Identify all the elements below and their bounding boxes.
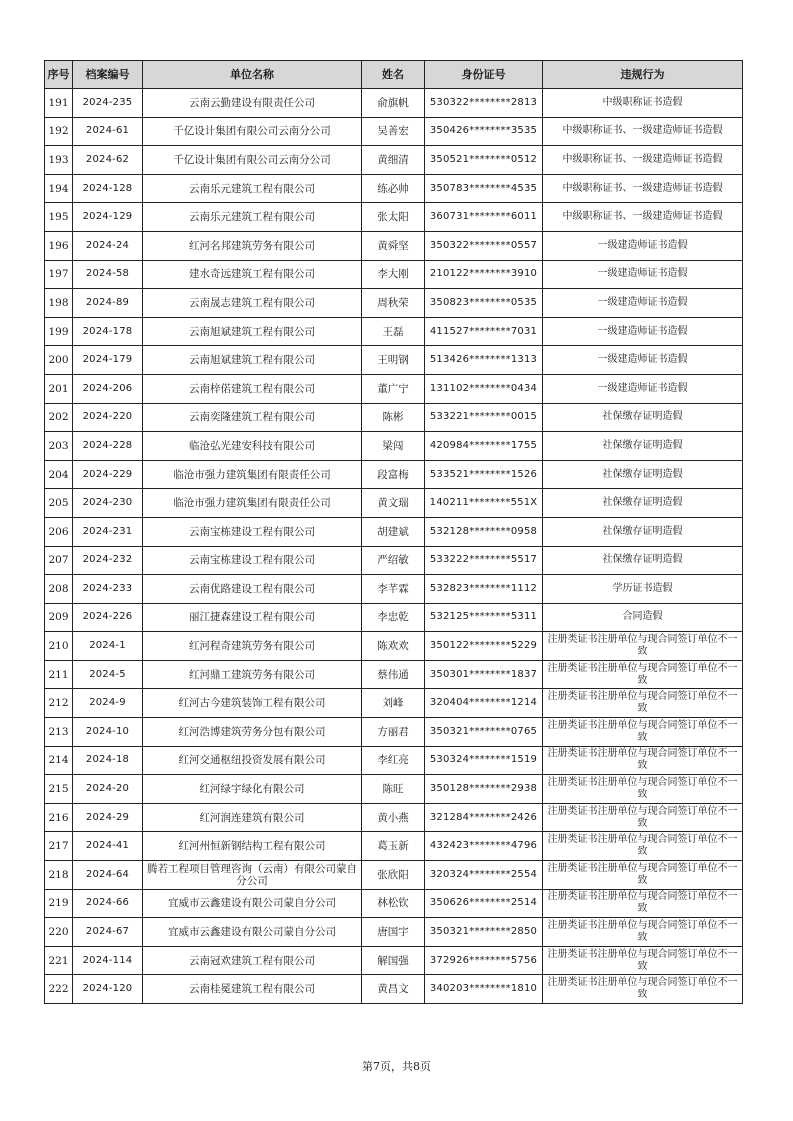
cell-company: 云南乐元建筑工程有限公司 [143, 203, 362, 232]
cell-person-name: 林松钦 [362, 889, 425, 918]
cell-archive-no: 2024-233 [73, 575, 143, 604]
cell-id-number: 513426********1313 [425, 346, 543, 375]
cell-archive-no: 2024-230 [73, 489, 143, 518]
cell-id-number: 350823********0535 [425, 289, 543, 318]
cell-company: 建水奇远建筑工程有限公司 [143, 260, 362, 289]
cell-archive-no: 2024-41 [73, 832, 143, 861]
cell-id-number: 530322********2813 [425, 89, 543, 118]
cell-seq: 208 [45, 575, 73, 604]
cell-archive-no: 2024-231 [73, 517, 143, 546]
cell-company: 临沧市强力建筑集团有限责任公司 [143, 489, 362, 518]
cell-id-number: 320404********1214 [425, 689, 543, 718]
cell-id-number: 350321********2850 [425, 918, 543, 947]
cell-person-name: 黄舜坚 [362, 231, 425, 260]
cell-company: 红河州恒新钢结构工程有限公司 [143, 832, 362, 861]
cell-company: 云南冠欢建筑工程有限公司 [143, 946, 362, 975]
cell-violation: 合同造假 [543, 603, 743, 632]
cell-seq: 205 [45, 489, 73, 518]
cell-violation: 注册类证书注册单位与现合同签订单位不一致 [543, 660, 743, 689]
cell-seq: 204 [45, 460, 73, 489]
table-row [45, 317, 743, 346]
cell-company: 临沧市强力建筑集团有限责任公司 [143, 460, 362, 489]
cell-person-name: 段富梅 [362, 460, 425, 489]
header-seq: 序号 [45, 61, 73, 89]
cell-company: 宜威市云鑫建设有限公司蒙自分公司 [143, 918, 362, 947]
cell-id-number: 210122********3910 [425, 260, 543, 289]
cell-violation: 注册类证书注册单位与现合同签订单位不一致 [543, 832, 743, 861]
cell-person-name: 梁闯 [362, 432, 425, 461]
table-header [45, 61, 743, 89]
cell-violation: 社保缴存证明造假 [543, 517, 743, 546]
cell-person-name: 张太阳 [362, 203, 425, 232]
cell-id-number: 321284********2426 [425, 803, 543, 832]
cell-id-number: 432423********4796 [425, 832, 543, 861]
cell-violation: 注册类证书注册单位与现合同签订单位不一致 [543, 746, 743, 775]
cell-company: 红河浩博建筑劳务分包有限公司 [143, 718, 362, 747]
cell-seq: 201 [45, 374, 73, 403]
table-row [45, 889, 743, 918]
table-row [45, 346, 743, 375]
cell-company: 临沧弘光建安科技有限公司 [143, 432, 362, 461]
cell-violation: 一级建造师证书造假 [543, 260, 743, 289]
cell-company: 千亿设计集团有限公司云南分公司 [143, 146, 362, 175]
table-row [45, 575, 743, 604]
cell-seq: 192 [45, 117, 73, 146]
table-row [45, 946, 743, 975]
cell-person-name: 方丽君 [362, 718, 425, 747]
cell-id-number: 340203********1810 [425, 975, 543, 1004]
cell-person-name: 李忠乾 [362, 603, 425, 632]
cell-violation: 一级建造师证书造假 [543, 317, 743, 346]
cell-archive-no: 2024-20 [73, 775, 143, 804]
cell-archive-no: 2024-18 [73, 746, 143, 775]
cell-person-name: 黄细清 [362, 146, 425, 175]
cell-person-name: 周秋荣 [362, 289, 425, 318]
cell-violation: 社保缴存证明造假 [543, 460, 743, 489]
cell-violation: 注册类证书注册单位与现合同签订单位不一致 [543, 918, 743, 947]
table-row [45, 746, 743, 775]
cell-company: 云南奕隆建筑工程有限公司 [143, 403, 362, 432]
cell-violation: 一级建造师证书造假 [543, 231, 743, 260]
cell-violation: 注册类证书注册单位与现合同签订单位不一致 [543, 861, 743, 890]
cell-id-number: 420984********1755 [425, 432, 543, 461]
cell-id-number: 533521********1526 [425, 460, 543, 489]
cell-seq: 199 [45, 317, 73, 346]
cell-seq: 213 [45, 718, 73, 747]
cell-person-name: 严绍敏 [362, 546, 425, 575]
cell-seq: 209 [45, 603, 73, 632]
cell-archive-no: 2024-67 [73, 918, 143, 947]
cell-archive-no: 2024-120 [73, 975, 143, 1004]
cell-id-number: 350322********0557 [425, 231, 543, 260]
cell-id-number: 350122********5229 [425, 632, 543, 661]
cell-seq: 195 [45, 203, 73, 232]
table-body [45, 89, 743, 1004]
cell-archive-no: 2024-229 [73, 460, 143, 489]
cell-archive-no: 2024-178 [73, 317, 143, 346]
cell-seq: 212 [45, 689, 73, 718]
cell-violation: 中级职称证书、一级建造师证书造假 [543, 203, 743, 232]
cell-archive-no: 2024-10 [73, 718, 143, 747]
cell-person-name: 黄文瑞 [362, 489, 425, 518]
cell-archive-no: 2024-228 [73, 432, 143, 461]
cell-person-name: 李红亮 [362, 746, 425, 775]
cell-violation: 一级建造师证书造假 [543, 289, 743, 318]
cell-violation: 注册类证书注册单位与现合同签订单位不一致 [543, 803, 743, 832]
cell-person-name: 俞旗帆 [362, 89, 425, 118]
cell-id-number: 131102********0434 [425, 374, 543, 403]
cell-id-number: 350321********0765 [425, 718, 543, 747]
cell-violation: 社保缴存证明造假 [543, 403, 743, 432]
violation-table [44, 60, 743, 1004]
cell-archive-no: 2024-220 [73, 403, 143, 432]
cell-company: 云南晟志建筑工程有限公司 [143, 289, 362, 318]
cell-seq: 207 [45, 546, 73, 575]
cell-person-name: 陈旺 [362, 775, 425, 804]
table-row [45, 546, 743, 575]
cell-id-number: 533222********5517 [425, 546, 543, 575]
cell-person-name: 练必帅 [362, 174, 425, 203]
cell-violation: 注册类证书注册单位与现合同签订单位不一致 [543, 632, 743, 661]
cell-company: 宜威市云鑫建设有限公司蒙自分公司 [143, 889, 362, 918]
cell-person-name: 吴善宏 [362, 117, 425, 146]
cell-seq: 193 [45, 146, 73, 175]
cell-id-number: 360731********6011 [425, 203, 543, 232]
cell-seq: 196 [45, 231, 73, 260]
cell-person-name: 陈彬 [362, 403, 425, 432]
cell-id-number: 533221********0015 [425, 403, 543, 432]
cell-person-name: 黄小燕 [362, 803, 425, 832]
cell-seq: 222 [45, 975, 73, 1004]
cell-person-name: 李大刚 [362, 260, 425, 289]
cell-seq: 210 [45, 632, 73, 661]
cell-archive-no: 2024-206 [73, 374, 143, 403]
cell-seq: 216 [45, 803, 73, 832]
cell-id-number: 532125********5311 [425, 603, 543, 632]
cell-archive-no: 2024-66 [73, 889, 143, 918]
table-row [45, 660, 743, 689]
cell-archive-no: 2024-114 [73, 946, 143, 975]
cell-person-name: 王磊 [362, 317, 425, 346]
cell-seq: 202 [45, 403, 73, 432]
table-row [45, 803, 743, 832]
table-row [45, 117, 743, 146]
cell-person-name: 蔡伟通 [362, 660, 425, 689]
page-footer: 第7页，共8页 [362, 1060, 431, 1073]
cell-company: 云南桂冕建筑工程有限公司 [143, 975, 362, 1004]
header-violation: 违规行为 [543, 61, 743, 89]
table-row [45, 517, 743, 546]
table-row [45, 775, 743, 804]
cell-seq: 203 [45, 432, 73, 461]
cell-archive-no: 2024-128 [73, 174, 143, 203]
cell-company: 云南梓偌建筑工程有限公司 [143, 374, 362, 403]
cell-violation: 社保缴存证明造假 [543, 489, 743, 518]
cell-id-number: 530324********1519 [425, 746, 543, 775]
cell-seq: 219 [45, 889, 73, 918]
cell-company: 红河交通枢纽投资发展有限公司 [143, 746, 362, 775]
cell-company: 红河名邦建筑劳务有限公司 [143, 231, 362, 260]
table-row [45, 460, 743, 489]
cell-id-number: 350301********1837 [425, 660, 543, 689]
cell-person-name: 李芊霖 [362, 575, 425, 604]
table-row [45, 832, 743, 861]
cell-id-number: 350128********2938 [425, 775, 543, 804]
cell-company: 云南宝栋建设工程有限公司 [143, 517, 362, 546]
cell-company: 红河绿宇绿化有限公司 [143, 775, 362, 804]
table-row [45, 174, 743, 203]
cell-person-name: 胡建斌 [362, 517, 425, 546]
table-row [45, 231, 743, 260]
table-row [45, 861, 743, 890]
cell-seq: 194 [45, 174, 73, 203]
cell-company: 红河润连建筑有限公司 [143, 803, 362, 832]
table-row [45, 603, 743, 632]
cell-archive-no: 2024-9 [73, 689, 143, 718]
cell-person-name: 黄昌文 [362, 975, 425, 1004]
table-row [45, 432, 743, 461]
table-row [45, 718, 743, 747]
cell-violation: 社保缴存证明造假 [543, 546, 743, 575]
cell-violation: 注册类证书注册单位与现合同签订单位不一致 [543, 889, 743, 918]
cell-seq: 214 [45, 746, 73, 775]
cell-person-name: 王明钢 [362, 346, 425, 375]
table-row [45, 489, 743, 518]
cell-company: 云南优路建设工程有限公司 [143, 575, 362, 604]
cell-archive-no: 2024-24 [73, 231, 143, 260]
cell-person-name: 葛玉新 [362, 832, 425, 861]
table-row [45, 260, 743, 289]
cell-violation: 一级建造师证书造假 [543, 374, 743, 403]
cell-archive-no: 2024-232 [73, 546, 143, 575]
cell-company: 腾若工程项目管理咨询（云南）有限公司蒙自分公司 [143, 861, 362, 890]
cell-company: 丽江捷森建设工程有限公司 [143, 603, 362, 632]
header-company: 单位名称 [143, 61, 362, 89]
cell-company: 云南旭斌建筑工程有限公司 [143, 346, 362, 375]
table-row [45, 918, 743, 947]
cell-id-number: 350783********4535 [425, 174, 543, 203]
cell-archive-no: 2024-89 [73, 289, 143, 318]
cell-archive-no: 2024-58 [73, 260, 143, 289]
cell-seq: 221 [45, 946, 73, 975]
cell-archive-no: 2024-235 [73, 89, 143, 118]
table-row [45, 289, 743, 318]
header-row [45, 61, 743, 89]
cell-archive-no: 2024-61 [73, 117, 143, 146]
table-row [45, 146, 743, 175]
cell-seq: 218 [45, 861, 73, 890]
cell-id-number: 140211********551X [425, 489, 543, 518]
cell-seq: 215 [45, 775, 73, 804]
cell-violation: 中级职称证书、一级建造师证书造假 [543, 146, 743, 175]
cell-seq: 191 [45, 89, 73, 118]
cell-person-name: 唐国宇 [362, 918, 425, 947]
cell-company: 红河鼎工建筑劳务有限公司 [143, 660, 362, 689]
cell-seq: 217 [45, 832, 73, 861]
cell-company: 红河程奇建筑劳务有限公司 [143, 632, 362, 661]
cell-person-name: 刘峰 [362, 689, 425, 718]
cell-violation: 中级职称证书、一级建造师证书造假 [543, 174, 743, 203]
cell-archive-no: 2024-179 [73, 346, 143, 375]
cell-violation: 注册类证书注册单位与现合同签订单位不一致 [543, 718, 743, 747]
cell-seq: 220 [45, 918, 73, 947]
cell-id-number: 532823********1112 [425, 575, 543, 604]
cell-violation: 学历证书造假 [543, 575, 743, 604]
cell-seq: 198 [45, 289, 73, 318]
cell-company: 云南旭斌建筑工程有限公司 [143, 317, 362, 346]
cell-violation: 社保缴存证明造假 [543, 432, 743, 461]
cell-id-number: 350521********0512 [425, 146, 543, 175]
table-row [45, 89, 743, 118]
cell-company: 云南宝栋建设工程有限公司 [143, 546, 362, 575]
cell-seq: 211 [45, 660, 73, 689]
cell-company: 千亿设计集团有限公司云南分公司 [143, 117, 362, 146]
cell-id-number: 320324********2554 [425, 861, 543, 890]
header-archive: 档案编号 [73, 61, 143, 89]
cell-violation: 注册类证书注册单位与现合同签订单位不一致 [543, 975, 743, 1004]
cell-company: 红河古今建筑装饰工程有限公司 [143, 689, 362, 718]
header-id: 身份证号 [425, 61, 543, 89]
cell-id-number: 372926********5756 [425, 946, 543, 975]
cell-seq: 197 [45, 260, 73, 289]
cell-violation: 注册类证书注册单位与现合同签订单位不一致 [543, 689, 743, 718]
cell-person-name: 张欣阳 [362, 861, 425, 890]
cell-violation: 注册类证书注册单位与现合同签订单位不一致 [543, 946, 743, 975]
cell-seq: 200 [45, 346, 73, 375]
cell-id-number: 411527********7031 [425, 317, 543, 346]
table-row [45, 689, 743, 718]
cell-archive-no: 2024-226 [73, 603, 143, 632]
cell-violation: 注册类证书注册单位与现合同签订单位不一致 [543, 775, 743, 804]
cell-violation: 中级职称证书造假 [543, 89, 743, 118]
cell-archive-no: 2024-29 [73, 803, 143, 832]
header-name: 姓名 [362, 61, 425, 89]
cell-id-number: 350626********2514 [425, 889, 543, 918]
cell-archive-no: 2024-62 [73, 146, 143, 175]
table-row [45, 203, 743, 232]
table-row [45, 403, 743, 432]
table-row [45, 632, 743, 661]
cell-company: 云南乐元建筑工程有限公司 [143, 174, 362, 203]
cell-archive-no: 2024-129 [73, 203, 143, 232]
cell-id-number: 350426********3535 [425, 117, 543, 146]
cell-person-name: 董广宁 [362, 374, 425, 403]
table-row [45, 975, 743, 1004]
cell-id-number: 532128********0958 [425, 517, 543, 546]
cell-archive-no: 2024-5 [73, 660, 143, 689]
cell-company: 云南云勤建设有限责任公司 [143, 89, 362, 118]
cell-seq: 206 [45, 517, 73, 546]
cell-archive-no: 2024-64 [73, 861, 143, 890]
cell-person-name: 解国强 [362, 946, 425, 975]
cell-archive-no: 2024-1 [73, 632, 143, 661]
table-row [45, 374, 743, 403]
cell-violation: 中级职称证书、一级建造师证书造假 [543, 117, 743, 146]
cell-person-name: 陈欢欢 [362, 632, 425, 661]
cell-violation: 一级建造师证书造假 [543, 346, 743, 375]
